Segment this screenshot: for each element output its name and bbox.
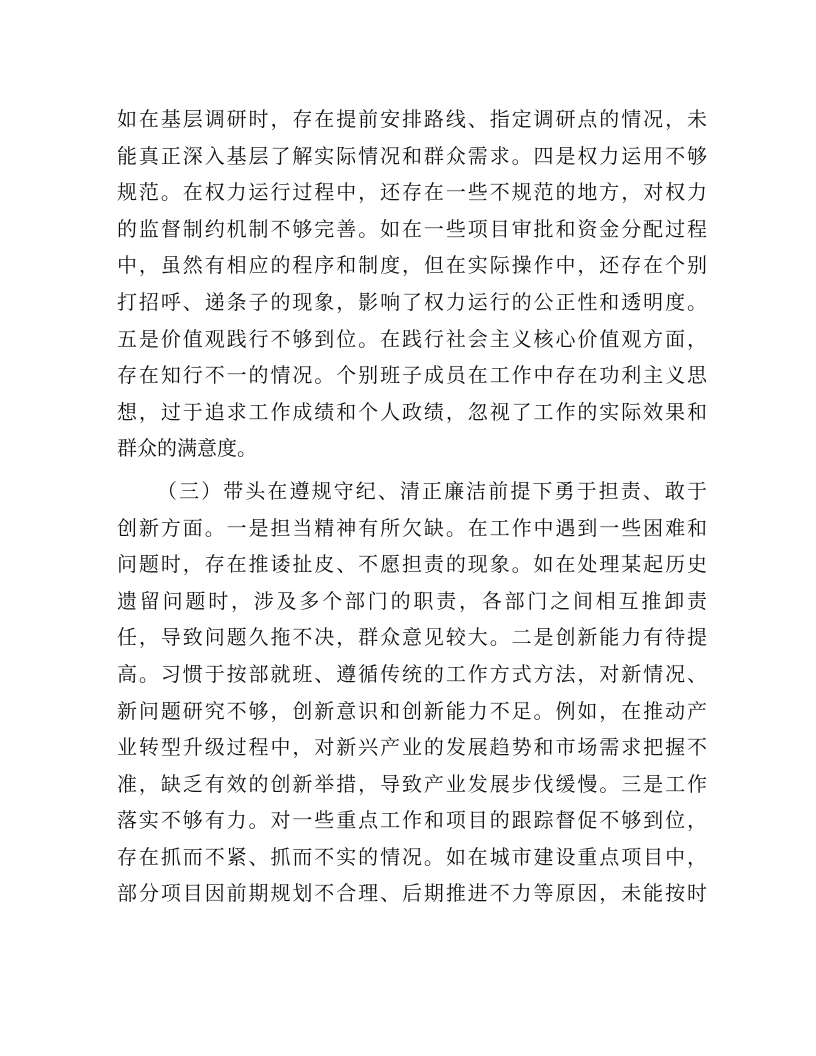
text-line: 的监督制约机制不够完善。如在一些项目审批和资金分配过程 bbox=[117, 216, 707, 241]
text-line: 新问题研究不够，创新意识和创新能力不足。例如，在推动产 bbox=[117, 698, 707, 723]
text-line: 遗留问题时，涉及多个部门的职责，各部门之间相互推卸责 bbox=[117, 588, 707, 613]
text-line: 业转型升级过程中，对新兴产业的发展趋势和市场需求把握不 bbox=[117, 735, 707, 760]
text-line: 中，虽然有相应的程序和制度，但在实际操作中，还存在个别 bbox=[117, 253, 707, 278]
text-line: 创新方面。一是担当精神有所欠缺。在工作中遇到一些困难和 bbox=[117, 515, 707, 540]
text-line: 高。习惯于按部就班、遵循传统的工作方式方法，对新情况、 bbox=[117, 661, 707, 686]
text-line: 落实不够有力。对一些重点工作和项目的跟踪督促不够到位， bbox=[117, 808, 707, 833]
text-line: 能真正深入基层了解实际情况和群众需求。四是权力运用不够 bbox=[117, 143, 707, 168]
text-line: 五是价值观践行不够到位。在践行社会主义核心价值观方面， bbox=[117, 326, 707, 351]
text-line: 想，过于追求工作成绩和个人政绩，忽视了工作的实际效果和 bbox=[117, 399, 707, 424]
text-line: 准，缺乏有效的创新举措，导致产业发展步伐缓慢。三是工作 bbox=[117, 771, 707, 796]
text-line: （三）带头在遵规守纪、清正廉洁前提下勇于担责、敢于 bbox=[157, 478, 707, 503]
text-line: 打招呼、递条子的现象，影响了权力运行的公正性和透明度。 bbox=[117, 289, 707, 314]
text-line: 群众的满意度。 bbox=[117, 436, 257, 461]
text-line: 如在基层调研时，存在提前安排路线、指定调研点的情况，未 bbox=[117, 107, 707, 131]
paragraph-2 bbox=[117, 473, 707, 912]
document-body bbox=[117, 101, 707, 912]
text-line: 任，导致问题久拖不决，群众意见较大。二是创新能力有待提 bbox=[117, 625, 707, 650]
text-line: 存在知行不一的情况。个别班子成员在工作中存在功利主义思 bbox=[117, 363, 707, 388]
text-line: 规范。在权力运行过程中，还存在一些不规范的地方，对权力 bbox=[117, 180, 707, 205]
paragraph-1 bbox=[117, 101, 707, 467]
text-line: 问题时，存在推诿扯皮、不愿担责的现象。如在处理某起历史 bbox=[117, 552, 707, 577]
text-line: 存在抓而不紧、抓而不实的情况。如在城市建设重点项目中， bbox=[117, 844, 707, 869]
text-line: 部分项目因前期规划不合理、后期推进不力等原因，未能按时 bbox=[117, 881, 707, 906]
